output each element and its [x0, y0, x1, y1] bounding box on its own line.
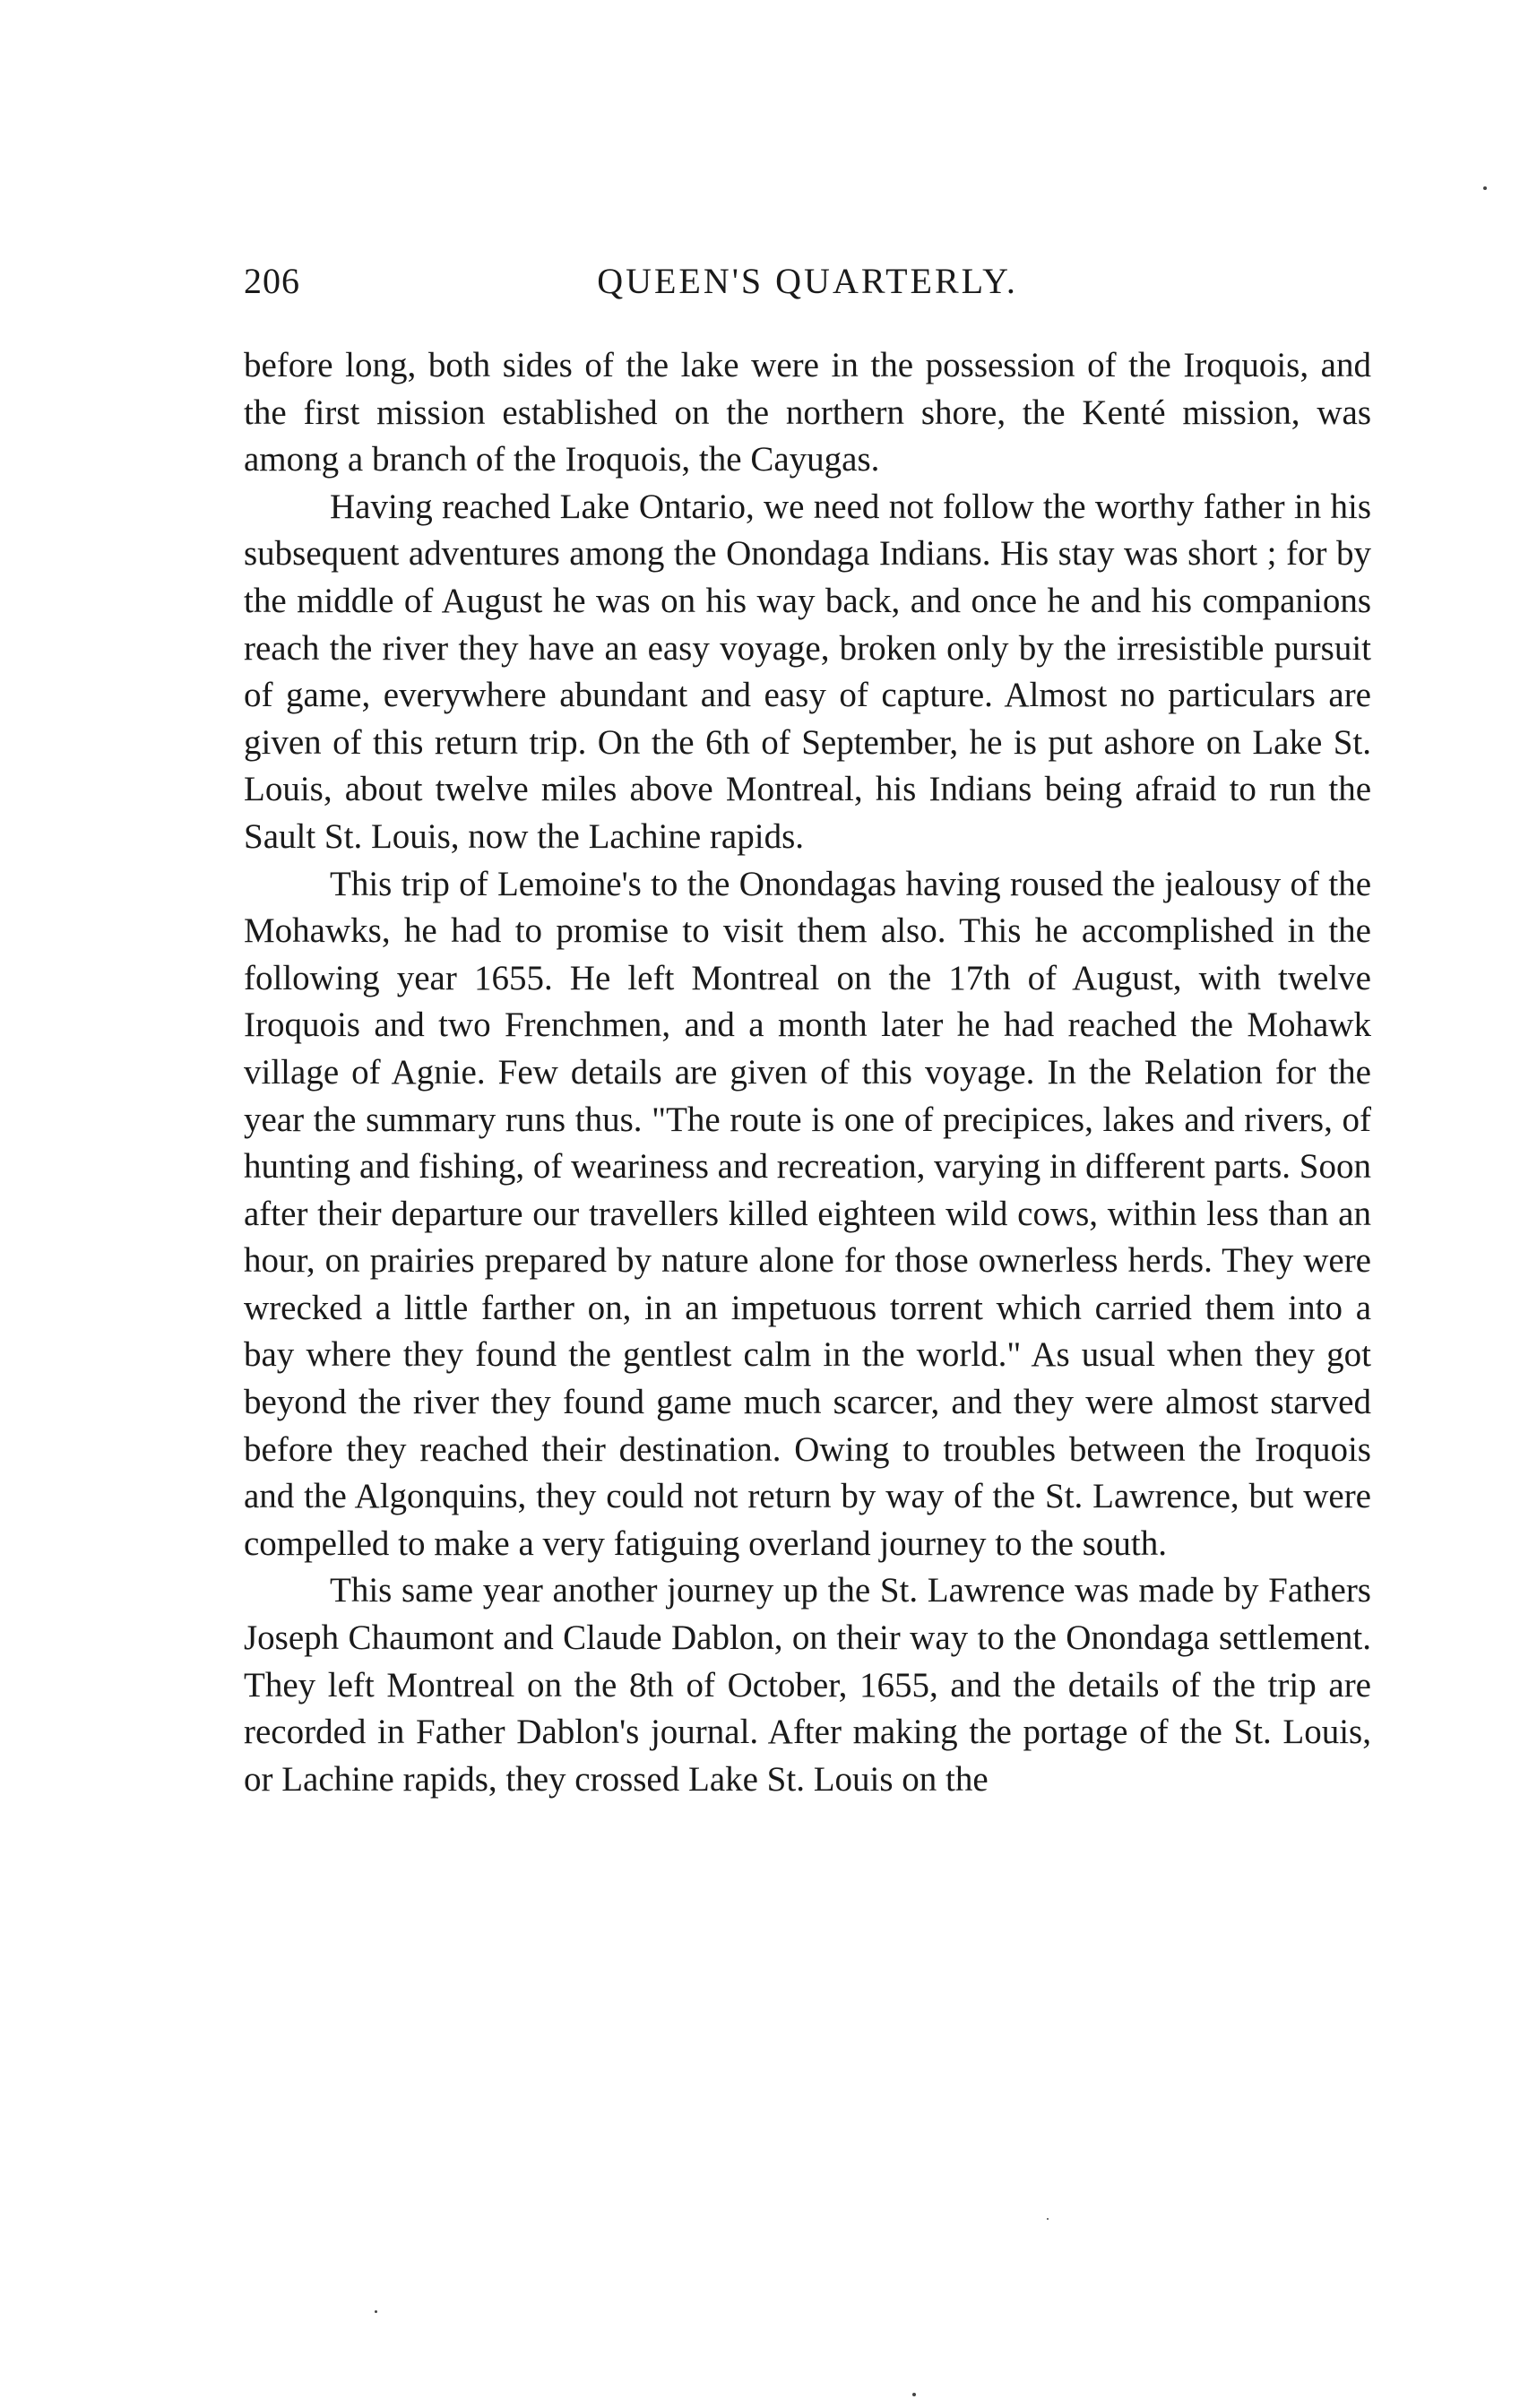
- journal-title: QUEEN'S QUARTERLY.: [597, 261, 1018, 301]
- page-number: 206: [244, 261, 300, 301]
- body-text: [244, 342, 1371, 2260]
- scan-speck: [375, 2310, 377, 2313]
- paragraph-dablon-journey: This same year another journey up the St. Lawrence was made by Fathers Joseph Chaumont and Claude Dablon, on their way to the Onondaga settlement. They left Montreal on the 8th of October, 1655, and the details of the trip are recorded in Father Dablon's journal. After making the portage of the St. Louis, or Lachine rapids, they crossed Lake St. Louis on the: [244, 1571, 1371, 1799]
- scan-speck: [1483, 186, 1487, 190]
- paragraph-continued: before long, both sides of the lake were in the possession of the Iroquois, and the first mission established on the northern shore, the Kenté mission, was among a branch of the Iroquois, the Cayugas.: [244, 346, 1371, 479]
- scan-speck: [912, 2393, 916, 2396]
- paragraph-lake-ontario: Having reached Lake Ontario, we need not follow the worthy father in his subsequent adventures among the Onondaga Indians. His stay was short ; for by the middle of August he was on his way back, and once he and his companions reach the river they have an easy voyage, broken only by the irresistible pursuit of game, everywhere abundant and easy of capture. Almost no particulars are given of this return trip. On the 6th of September, he is put ashore on Lake St. Louis, about twelve miles above Montreal, his Indians being afraid to run the Sault St. Louis, now the Lachine rapids.: [244, 487, 1371, 856]
- scan-speck: [1047, 2218, 1049, 2220]
- running-head: [244, 260, 1371, 314]
- paragraph-mohawk-visit: This trip of Lemoine's to the Onondagas having roused the jealousy of the Mohawks, he had to promise to visit them also. This he accomplished in the following year 1655. He left Montreal on the 17th of August, with twelve Iroquois and two Frenchmen, and a month later he had reached the Mohawk village of Agnie. Few details are given of this voyage. In the Relation for the year the summary runs thus. "The route is one of precipices, lakes and rivers, of hunting and fishing, of weariness and recreation, varying in different parts. Soon after their departure our travellers killed eighteen wild cows, within less than an hour, on prairies prepared by nature alone for those ownerless herds. They were wrecked a little farther on, in an impetuous torrent which carried them into a bay where they found the gentlest calm in the world." As usual when they got beyond the river they found game much scarcer, and they were almost starved before they reached their destination. Owing to troubles between the Iroquois and the Algonquins, they could not return by way of the St. Lawrence, but were compelled to make a very fatiguing overland journey to the south.: [244, 864, 1371, 1563]
